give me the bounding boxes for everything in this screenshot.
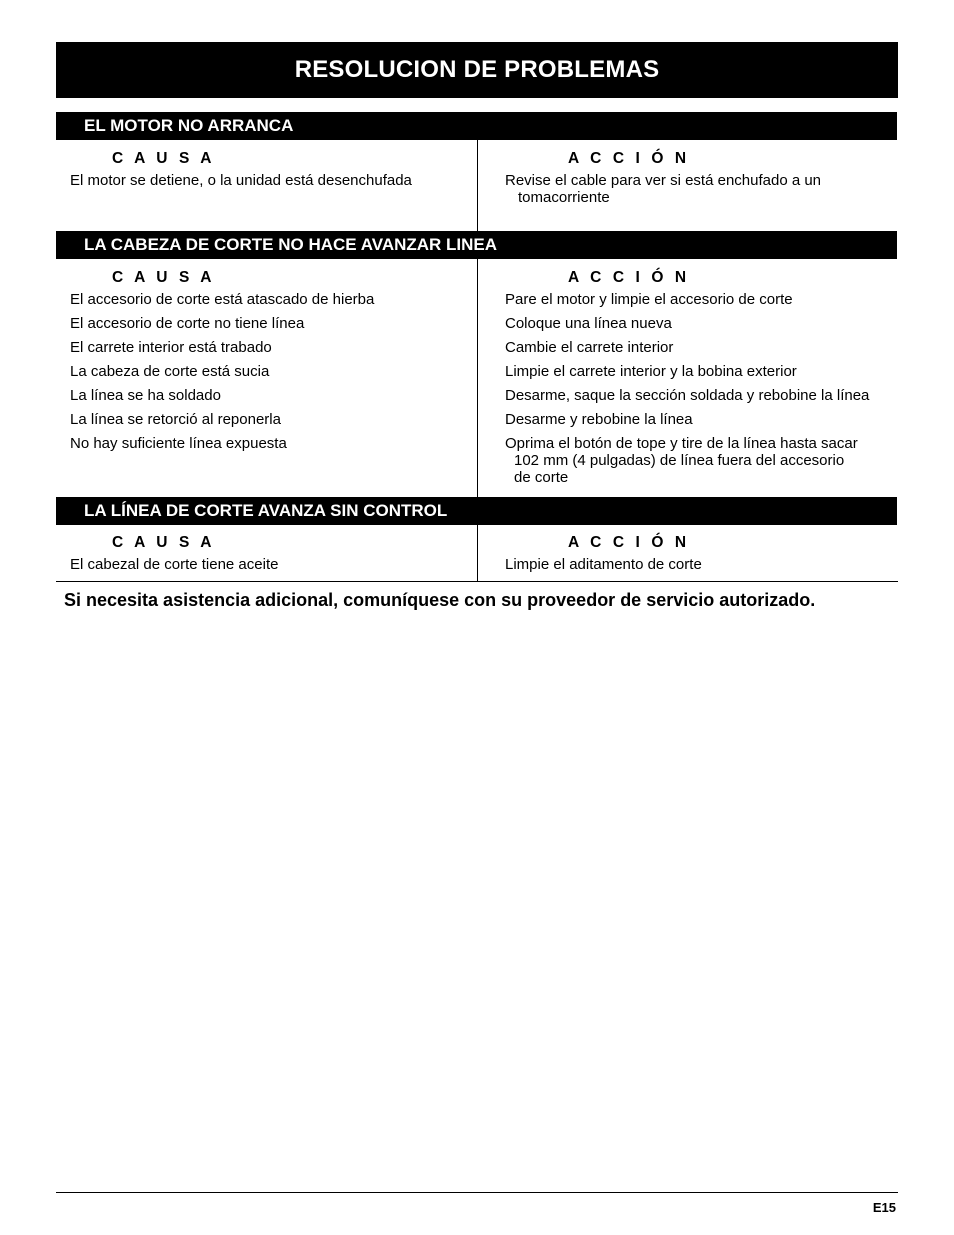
action-line: Limpie el carrete interior y la bobina exterior	[505, 363, 797, 380]
cause-text: El carrete interior está trabado	[70, 339, 272, 356]
action-line: Revise el cable para ver si está enchufado a un	[505, 172, 822, 189]
action-line: Coloque una línea nueva	[505, 315, 672, 332]
footer-rule	[56, 1192, 898, 1193]
page-number: E15	[872, 1200, 896, 1215]
cause-text: El cabezal de corte tiene aceite	[70, 556, 279, 573]
cause-text: El accesorio de corte no tiene línea	[70, 315, 305, 332]
action-line: 102 mm (4 pulgadas) de línea fuera del accesorio	[514, 452, 845, 469]
assistance-note: Si necesita asistencia adicional, comuníquese con su proveedor de servicio autorizado.	[64, 590, 816, 610]
action-column-header: A C C I Ó N	[568, 150, 690, 167]
action-line: Desarme, saque la sección soldada y rebobine la línea	[505, 387, 870, 404]
cause-column-header: C A U S A	[112, 269, 216, 286]
cause-text: No hay suficiente línea expuesta	[70, 435, 287, 452]
column-divider	[477, 140, 478, 231]
action-column-header: A C C I Ó N	[568, 534, 690, 551]
cause-column-header: C A U S A	[112, 150, 216, 167]
action-line: Desarme y rebobine la línea	[505, 411, 693, 428]
section-heading-motor-no-arranca: EL MOTOR NO ARRANCA	[56, 112, 897, 140]
column-divider	[477, 259, 478, 497]
action-text	[505, 291, 895, 308]
action-text	[505, 315, 895, 332]
cause-text: La línea se ha soldado	[70, 387, 221, 404]
action-line: de corte	[514, 469, 569, 486]
action-text	[505, 172, 895, 206]
column-divider	[477, 525, 478, 582]
action-text	[505, 411, 895, 428]
action-line: Limpie el aditamento de corte	[505, 556, 702, 573]
table-bottom-rule	[56, 581, 898, 582]
cause-text: La cabeza de corte está sucia	[70, 363, 270, 380]
action-text	[505, 435, 895, 486]
action-text	[505, 387, 895, 404]
action-column-header: A C C I Ó N	[568, 269, 690, 286]
section-heading-linea-sin-control: LA LÍNEA DE CORTE AVANZA SIN CONTROL	[56, 497, 897, 525]
section-heading-cabeza-no-avanza: LA CABEZA DE CORTE NO HACE AVANZAR LINEA	[56, 231, 897, 259]
action-text	[505, 339, 895, 356]
cause-column-header: C A U S A	[112, 534, 216, 551]
page-title: RESOLUCION DE PROBLEMAS	[56, 42, 898, 98]
cause-text: El motor se detiene, o la unidad está desenchufada	[70, 172, 412, 189]
action-line: Cambie el carrete interior	[505, 339, 674, 356]
action-line: Pare el motor y limpie el accesorio de corte	[505, 291, 793, 308]
action-line: Oprima el botón de tope y tire de la línea hasta sacar	[505, 435, 858, 452]
cause-text: La línea se retorció al reponerla	[70, 411, 281, 428]
action-text	[505, 363, 895, 380]
action-text	[505, 556, 895, 573]
action-line: tomacorriente	[518, 189, 610, 206]
cause-text: El accesorio de corte está atascado de hierba	[70, 291, 375, 308]
